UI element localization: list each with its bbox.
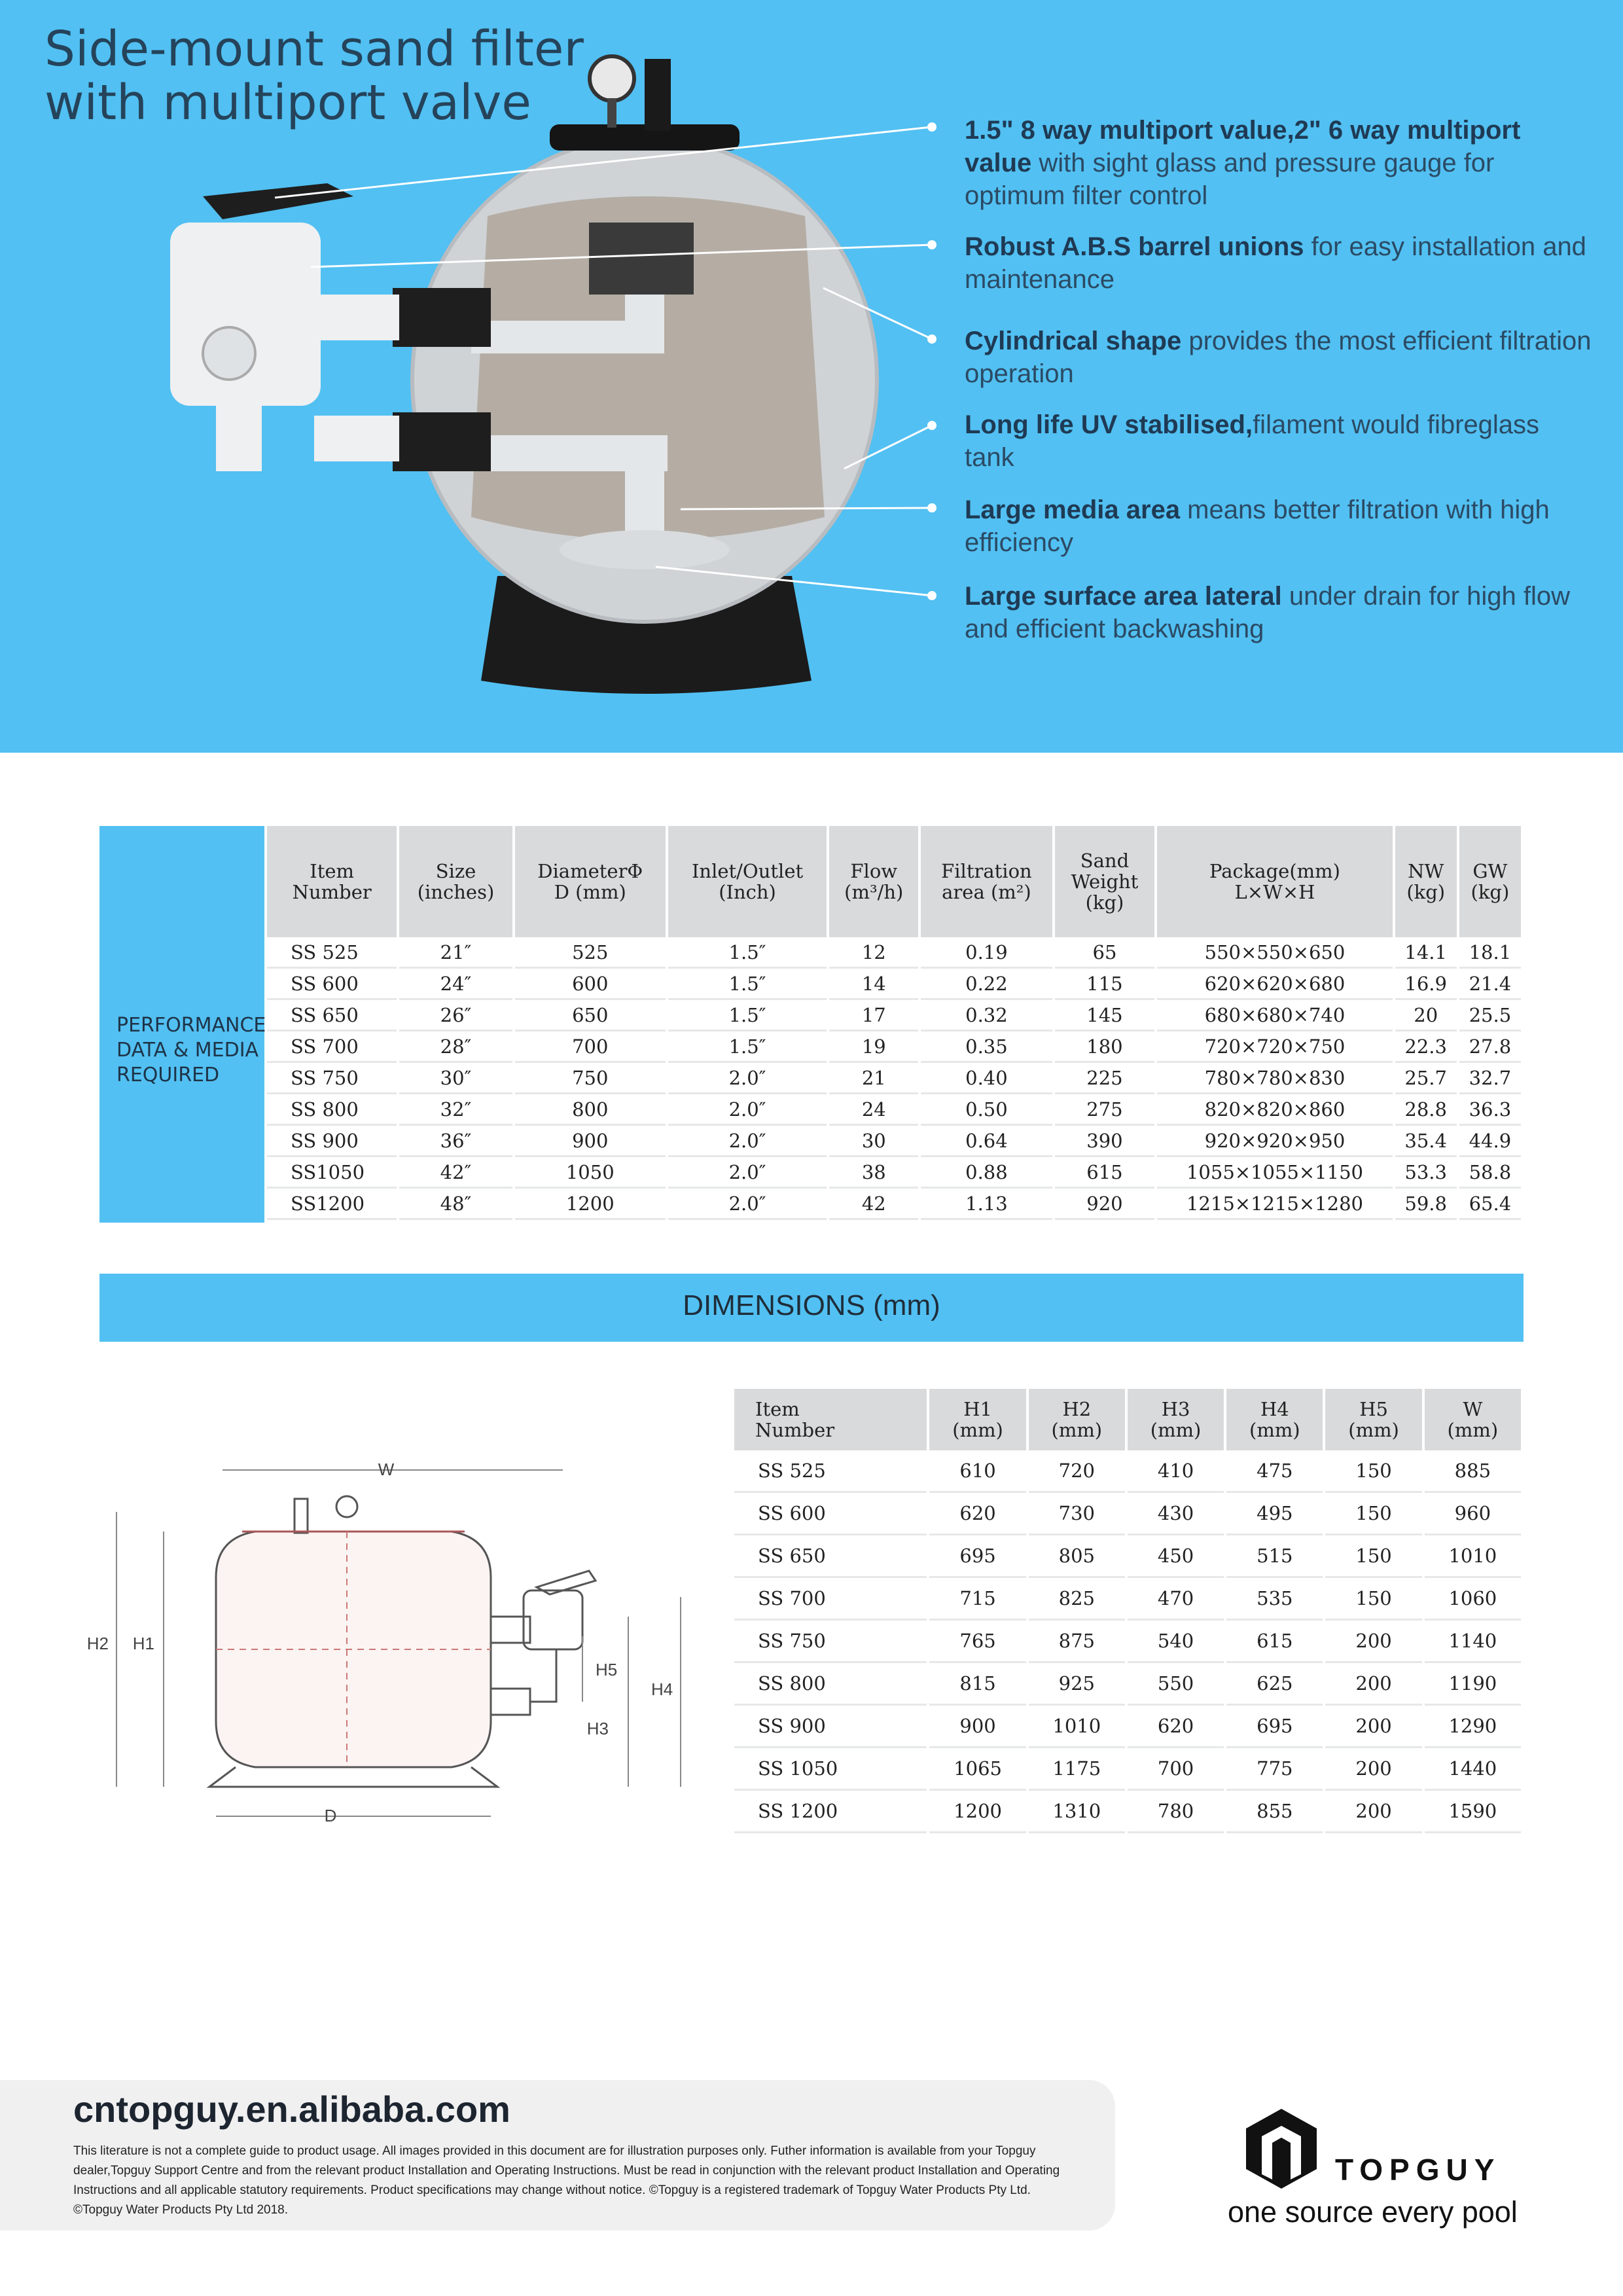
dimensions-cell: 200 bbox=[1325, 1706, 1421, 1748]
feature-multiport-valve: 1.5" 8 way multiport value,2" 6 way multiport value with sight glass and pressure gauge for optimum filter control bbox=[965, 116, 1521, 210]
performance-cell: 920×920×950 bbox=[1157, 1126, 1392, 1157]
h5-label: H5 bbox=[596, 1660, 618, 1679]
performance-cell: 44.9 bbox=[1459, 1126, 1521, 1157]
performance-cell: 1200 bbox=[515, 1189, 666, 1220]
performance-cell: 1.5″ bbox=[668, 937, 827, 969]
dimensions-header-2: H2 (mm) bbox=[1029, 1389, 1125, 1450]
performance-cell: 600 bbox=[515, 969, 666, 1000]
performance-cell: 22.3 bbox=[1395, 1031, 1457, 1063]
table-row bbox=[734, 1748, 1521, 1791]
dimensions-cell: 1290 bbox=[1425, 1706, 1521, 1748]
dimensions-cell: 1010 bbox=[1425, 1535, 1521, 1578]
brand-name: TOPGUY bbox=[1335, 2153, 1501, 2187]
dimensions-header-5: H5 (mm) bbox=[1325, 1389, 1421, 1450]
performance-cell: 30 bbox=[829, 1126, 918, 1157]
dimensions-cell: 495 bbox=[1226, 1493, 1323, 1535]
performance-cell: 2.0″ bbox=[668, 1063, 827, 1094]
performance-cell: 525 bbox=[515, 937, 666, 969]
dimensions-cell: 475 bbox=[1226, 1450, 1323, 1493]
dimensions-cell: 1060 bbox=[1425, 1578, 1521, 1621]
performance-cell: 1.5″ bbox=[668, 1031, 827, 1063]
dimensions-header-4: H4 (mm) bbox=[1226, 1389, 1323, 1450]
air-relief-valve bbox=[645, 59, 671, 131]
dimensions-header-6: W (mm) bbox=[1425, 1389, 1521, 1450]
page-title: Side-mount sand filter with multiport valve bbox=[45, 21, 584, 131]
dimensions-cell: 805 bbox=[1029, 1535, 1125, 1578]
dimensions-cell: 1010 bbox=[1029, 1706, 1125, 1748]
dimensions-cell: 550 bbox=[1128, 1663, 1224, 1706]
performance-cell: 58.8 bbox=[1459, 1157, 1521, 1189]
d-label: D bbox=[324, 1806, 337, 1825]
performance-cell: 18.1 bbox=[1459, 937, 1521, 969]
performance-cell: SS 800 bbox=[267, 1094, 397, 1126]
performance-cell: 1.5″ bbox=[668, 969, 827, 1000]
performance-table-section bbox=[99, 826, 1524, 1223]
table-row bbox=[267, 969, 1521, 1000]
performance-cell: 115 bbox=[1055, 969, 1155, 1000]
performance-cell: 65 bbox=[1055, 937, 1155, 969]
performance-cell: 21.4 bbox=[1459, 969, 1521, 1000]
performance-cell: 1.5″ bbox=[668, 1000, 827, 1031]
performance-cell: 920 bbox=[1055, 1189, 1155, 1220]
performance-cell: 145 bbox=[1055, 1000, 1155, 1031]
performance-cell: SS 525 bbox=[267, 937, 397, 969]
performance-cell: 2.0″ bbox=[668, 1157, 827, 1189]
w-label: W bbox=[378, 1460, 395, 1479]
dimensions-cell: 1440 bbox=[1425, 1748, 1521, 1791]
performance-cell: 0.64 bbox=[921, 1126, 1052, 1157]
dimensions-cell: 625 bbox=[1226, 1663, 1323, 1706]
hero-banner bbox=[0, 0, 1623, 753]
performance-header-7: Package(mm) L×W×H bbox=[1157, 826, 1392, 937]
distributor-basket bbox=[589, 223, 694, 295]
table-row bbox=[734, 1621, 1521, 1663]
dimensions-cell: 960 bbox=[1425, 1493, 1521, 1535]
h3-label: H3 bbox=[586, 1719, 609, 1738]
performance-cell: 28.8 bbox=[1395, 1094, 1457, 1126]
performance-cell: SS 600 bbox=[267, 969, 397, 1000]
dimensions-cell: 470 bbox=[1128, 1578, 1224, 1621]
feature-barrel-unions: Robust A.B.S barrel unions for easy installation and maintenance bbox=[965, 232, 1586, 294]
dimensions-cell: 855 bbox=[1226, 1791, 1323, 1833]
table-row bbox=[267, 937, 1521, 969]
dimensions-cell: 610 bbox=[929, 1450, 1026, 1493]
performance-cell: 32.7 bbox=[1459, 1063, 1521, 1094]
performance-cell: 720×720×750 bbox=[1157, 1031, 1392, 1063]
performance-cell: 0.22 bbox=[921, 969, 1052, 1000]
performance-cell: 225 bbox=[1055, 1063, 1155, 1094]
performance-cell: 780×780×830 bbox=[1157, 1063, 1392, 1094]
dimensions-cell: 900 bbox=[929, 1706, 1026, 1748]
performance-cell: 28″ bbox=[399, 1031, 512, 1063]
h4-label: H4 bbox=[651, 1679, 673, 1699]
performance-cell: 53.3 bbox=[1395, 1157, 1457, 1189]
performance-cell: 48″ bbox=[399, 1189, 512, 1220]
performance-cell: 180 bbox=[1055, 1031, 1155, 1063]
dimensions-cell: SS 1050 bbox=[734, 1748, 927, 1791]
table-row bbox=[734, 1535, 1521, 1578]
dimensions-cell: 515 bbox=[1226, 1535, 1323, 1578]
topguy-logo-icon bbox=[1242, 2106, 1321, 2191]
h1-label: H1 bbox=[132, 1634, 154, 1653]
dimensions-cell: SS 700 bbox=[734, 1578, 927, 1621]
performance-cell: SS 750 bbox=[267, 1063, 397, 1094]
performance-cell: SS 650 bbox=[267, 1000, 397, 1031]
dimensions-cell: 150 bbox=[1325, 1578, 1421, 1621]
performance-header-4: Flow (m³/h) bbox=[829, 826, 918, 937]
performance-cell: 30″ bbox=[399, 1063, 512, 1094]
performance-header-3: Inlet/Outlet (Inch) bbox=[668, 826, 827, 937]
performance-header-2: DiameterΦ D (mm) bbox=[515, 826, 666, 937]
dimensions-cell: 410 bbox=[1128, 1450, 1224, 1493]
performance-cell: 20 bbox=[1395, 1000, 1457, 1031]
table-row bbox=[734, 1578, 1521, 1621]
dimensions-cell: 875 bbox=[1029, 1621, 1125, 1663]
performance-cell: 25.7 bbox=[1395, 1063, 1457, 1094]
table-row bbox=[734, 1493, 1521, 1535]
dimensions-cell: 200 bbox=[1325, 1663, 1421, 1706]
dimensions-table-section bbox=[732, 1389, 1524, 1833]
dimensions-cell: 825 bbox=[1029, 1578, 1125, 1621]
dimensions-cell: 615 bbox=[1226, 1621, 1323, 1663]
dimensions-cell: 730 bbox=[1029, 1493, 1125, 1535]
footer-panel bbox=[0, 2080, 1115, 2231]
dimensions-cell: 1175 bbox=[1029, 1748, 1125, 1791]
table-row bbox=[267, 1189, 1521, 1220]
performance-cell: 0.19 bbox=[921, 937, 1052, 969]
dimensions-cell: 780 bbox=[1128, 1791, 1224, 1833]
performance-cell: 615 bbox=[1055, 1157, 1155, 1189]
performance-cell: SS1050 bbox=[267, 1157, 397, 1189]
dimensions-cell: 200 bbox=[1325, 1621, 1421, 1663]
dimensions-cell: 535 bbox=[1226, 1578, 1323, 1621]
performance-cell: 1.13 bbox=[921, 1189, 1052, 1220]
dimensions-cell: 430 bbox=[1128, 1493, 1224, 1535]
performance-cell: SS 900 bbox=[267, 1126, 397, 1157]
table-row bbox=[734, 1450, 1521, 1493]
performance-cell: 26″ bbox=[399, 1000, 512, 1031]
performance-cell: 25.5 bbox=[1459, 1000, 1521, 1031]
dimensions-cell: 1140 bbox=[1425, 1621, 1521, 1663]
feature-cylindrical-shape: Cylindrical shape provides the most efficient filtration operation bbox=[965, 327, 1592, 388]
dimensions-header-3: H3 (mm) bbox=[1128, 1389, 1224, 1450]
performance-cell: 0.50 bbox=[921, 1094, 1052, 1126]
performance-cell: 21″ bbox=[399, 937, 512, 969]
performance-header-1: Size (inches) bbox=[399, 826, 512, 937]
feature-uv-stabilised: Long life UV stabilised,filament would fibreglass tank bbox=[965, 410, 1540, 472]
website-url: cntopguy.en.alibaba.com bbox=[73, 2089, 510, 2130]
dimensions-title: DIMENSIONS (mm) bbox=[683, 1289, 940, 1321]
performance-cell: 700 bbox=[515, 1031, 666, 1063]
performance-cell: 36.3 bbox=[1459, 1094, 1521, 1126]
performance-cell: 0.88 bbox=[921, 1157, 1052, 1189]
performance-cell: 275 bbox=[1055, 1094, 1155, 1126]
brand-slogan: one source every pool bbox=[1228, 2195, 1518, 2229]
dimensions-cell: 695 bbox=[929, 1535, 1026, 1578]
dimensions-cell: 1190 bbox=[1425, 1663, 1521, 1706]
performance-cell: 750 bbox=[515, 1063, 666, 1094]
dimensions-cell: SS 600 bbox=[734, 1493, 927, 1535]
performance-cell: 390 bbox=[1055, 1126, 1155, 1157]
dimensions-cell: 715 bbox=[929, 1578, 1026, 1621]
table-row bbox=[734, 1706, 1521, 1748]
performance-side-label: PERFORMANCE DATA & MEDIA REQUIRED bbox=[99, 826, 264, 1223]
dimensions-cell: 885 bbox=[1425, 1450, 1521, 1493]
dimensions-cell: SS 1200 bbox=[734, 1791, 927, 1833]
dimensions-cell: SS 650 bbox=[734, 1535, 927, 1578]
performance-cell: 2.0″ bbox=[668, 1189, 827, 1220]
performance-cell: 1055×1055×1150 bbox=[1157, 1157, 1392, 1189]
lateral-underdrain bbox=[560, 530, 730, 569]
dimensions-table bbox=[732, 1389, 1524, 1833]
inlet-pipe bbox=[471, 321, 661, 353]
performance-header-5: Filtration area (m²) bbox=[921, 826, 1052, 937]
performance-cell: 24 bbox=[829, 1094, 918, 1126]
dimensions-cell: 815 bbox=[929, 1663, 1026, 1706]
dimensions-cell: SS 750 bbox=[734, 1621, 927, 1663]
dimensions-cell: 720 bbox=[1029, 1450, 1125, 1493]
pressure-gauge-icon bbox=[590, 56, 634, 101]
multiport-valve bbox=[170, 223, 321, 406]
performance-cell: 14.1 bbox=[1395, 937, 1457, 969]
dimensions-cell: 1310 bbox=[1029, 1791, 1125, 1833]
table-row bbox=[267, 1157, 1521, 1189]
performance-cell: 1050 bbox=[515, 1157, 666, 1189]
performance-cell: 1215×1215×1280 bbox=[1157, 1189, 1392, 1220]
table-row bbox=[734, 1791, 1521, 1833]
performance-cell: 65.4 bbox=[1459, 1189, 1521, 1220]
disclaimer-text: This literature is not a complete guide to product usage. All images provided in this document are for illustration purposes only. Futher information is available from your Topguy dealer,Topguy Support Centre and from the relevant product Installation and Operating Instructions. Must be read in conjunction with the relevant product Installation and Operating Instructions and all applicable statutory requirements. Product specifications may change without notice. ©Topguy is a registered trademark of Topguy Water Products Pty Ltd. ©Topguy Water Products Pty Ltd 2018. bbox=[73, 2144, 1060, 2217]
performance-cell: 800 bbox=[515, 1094, 666, 1126]
dimensions-cell: SS 800 bbox=[734, 1663, 927, 1706]
performance-cell: 59.8 bbox=[1395, 1189, 1457, 1220]
feature-lateral-underdrain: Large surface area lateral under drain for high flow and efficient backwashing bbox=[965, 582, 1570, 643]
dimensions-cell: 150 bbox=[1325, 1493, 1421, 1535]
feature-media-area: Large media area means better filtration with high efficiency bbox=[965, 495, 1550, 557]
dimensions-cell: 620 bbox=[1128, 1706, 1224, 1748]
performance-cell: 0.40 bbox=[921, 1063, 1052, 1094]
dimensions-cell: SS 900 bbox=[734, 1706, 927, 1748]
dimension-drawing bbox=[86, 1446, 694, 1839]
performance-cell: 21 bbox=[829, 1063, 918, 1094]
table-row bbox=[267, 1000, 1521, 1031]
dimensions-header-0: Item Number bbox=[734, 1389, 927, 1450]
performance-cell: 38 bbox=[829, 1157, 918, 1189]
h2-label: H2 bbox=[86, 1634, 109, 1653]
table-row bbox=[267, 1031, 1521, 1063]
performance-cell: 14 bbox=[829, 969, 918, 1000]
performance-cell: 19 bbox=[829, 1031, 918, 1063]
table-row bbox=[267, 1126, 1521, 1157]
performance-header-0: Item Number bbox=[267, 826, 397, 937]
performance-cell: 42″ bbox=[399, 1157, 512, 1189]
dimensions-cell: 150 bbox=[1325, 1535, 1421, 1578]
dimensions-cell: SS 525 bbox=[734, 1450, 927, 1493]
dimensions-cell: 620 bbox=[929, 1493, 1026, 1535]
table-row bbox=[267, 1094, 1521, 1126]
performance-cell: 650 bbox=[515, 1000, 666, 1031]
performance-cell: 820×820×860 bbox=[1157, 1094, 1392, 1126]
dimensions-cell: 695 bbox=[1226, 1706, 1323, 1748]
performance-cell: 2.0″ bbox=[668, 1094, 827, 1126]
performance-header-9: GW (kg) bbox=[1459, 826, 1521, 937]
dimensions-cell: 1200 bbox=[929, 1791, 1026, 1833]
dimensions-cell: 200 bbox=[1325, 1748, 1421, 1791]
performance-header-6: Sand Weight (kg) bbox=[1055, 826, 1155, 937]
performance-cell: 27.8 bbox=[1459, 1031, 1521, 1063]
performance-cell: 16.9 bbox=[1395, 969, 1457, 1000]
dimensions-header-1: H1 (mm) bbox=[929, 1389, 1026, 1450]
performance-cell: 12 bbox=[829, 937, 918, 969]
valve-handle bbox=[203, 183, 353, 219]
performance-cell: 680×680×740 bbox=[1157, 1000, 1392, 1031]
performance-cell: 0.35 bbox=[921, 1031, 1052, 1063]
dimensions-cell: 1590 bbox=[1425, 1791, 1521, 1833]
performance-cell: 36″ bbox=[399, 1126, 512, 1157]
performance-cell: 550×550×650 bbox=[1157, 937, 1392, 969]
dimensions-cell: 450 bbox=[1128, 1535, 1224, 1578]
performance-cell: SS1200 bbox=[267, 1189, 397, 1220]
performance-cell: 620×620×680 bbox=[1157, 969, 1392, 1000]
performance-cell: 35.4 bbox=[1395, 1126, 1457, 1157]
dimensions-cell: 765 bbox=[929, 1621, 1026, 1663]
performance-cell: 32″ bbox=[399, 1094, 512, 1126]
performance-cell: 17 bbox=[829, 1000, 918, 1031]
performance-cell: SS 700 bbox=[267, 1031, 397, 1063]
dimensions-cell: 700 bbox=[1128, 1748, 1224, 1791]
table-row bbox=[734, 1663, 1521, 1706]
performance-header-8: NW (kg) bbox=[1395, 826, 1457, 937]
performance-cell: 2.0″ bbox=[668, 1126, 827, 1157]
table-row bbox=[267, 1063, 1521, 1094]
performance-cell: 24″ bbox=[399, 969, 512, 1000]
performance-cell: 0.32 bbox=[921, 1000, 1052, 1031]
dimensions-header-bar bbox=[99, 1274, 1524, 1342]
performance-cell: 42 bbox=[829, 1189, 918, 1220]
dimensions-cell: 200 bbox=[1325, 1791, 1421, 1833]
performance-cell: 900 bbox=[515, 1126, 666, 1157]
dimensions-cell: 775 bbox=[1226, 1748, 1323, 1791]
dimensions-cell: 540 bbox=[1128, 1621, 1224, 1663]
dimensions-cell: 925 bbox=[1029, 1663, 1125, 1706]
dimensions-cell: 150 bbox=[1325, 1450, 1421, 1493]
performance-table bbox=[264, 826, 1524, 1220]
dimensions-cell: 1065 bbox=[929, 1748, 1026, 1791]
